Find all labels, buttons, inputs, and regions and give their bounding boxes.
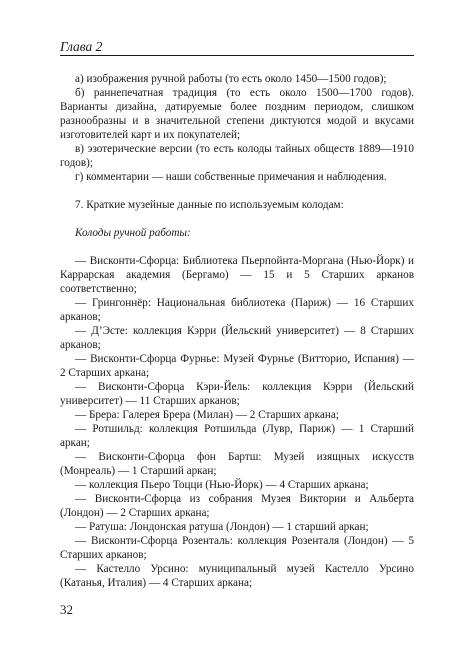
list-item: — Висконти-Сфорца из собрания Музея Виктории и Альберта (Лондон) — 2 Старших аркана; (60, 493, 414, 519)
header-rule (60, 55, 414, 56)
subheading-handmade-decks: Колоды ручной работы: (75, 227, 191, 239)
paragraph-b: б) раннепечатная традиция (то есть около 1500—1700 годов). Варианты дизайна, датируемые более поздним периодом, слишком разнообразны и в значительной степени диктуются модой и вкусами изготовителей карт и их покупателей; (60, 87, 414, 141)
list-item: — Висконти-Сфорца Кэри-Йель: коллекция Кэрри (Йельский университет) — 11 Старших арканов; (60, 381, 414, 407)
section-7-heading: 7. Краткие музейные данные по используемым колодам: (75, 199, 344, 211)
paragraph-a: а) изображения ручной работы (то есть около 1450—1500 годов); (75, 73, 387, 85)
deck-list (60, 254, 414, 590)
list-item: — Кастелло Урсино: муниципальный музей Кастелло Урсино (Катанья, Италия) — 4 Старших аркана; (60, 563, 414, 589)
list-item: — Висконти-Сфорца Розенталь: коллекция Розенталя (Лондон) — 5 Старших арканов; (60, 535, 414, 561)
list-item: — Ротшильд: коллекция Ротшильда (Лувр, Париж) — 1 Старший аркан; (60, 423, 414, 449)
paragraph-v: в) эзотерические версии (то есть колоды тайных обществ 1889—1910 годов); (60, 143, 414, 169)
list-item: — Ратуша: Лондонская ратуша (Лондон) — 1 старший аркан; (75, 521, 369, 533)
running-header (60, 38, 414, 56)
list-item: — Брера: Галерея Брера (Милан) — 2 Старших аркана; (75, 409, 339, 421)
list-item: — Висконти-Сфорца фон Бартш: Музей изящных искусств (Монреаль) — 1 Старший аркан; (60, 451, 414, 477)
list-item: — коллекция Пьеро Тоцци (Нью-Йорк) — 4 Старших аркана; (75, 479, 369, 491)
list-item: — Д’Эсте: коллекция Кэрри (Йельский университет) — 8 Старших арканов; (60, 325, 414, 351)
chapter-title: Глава 2 (60, 39, 103, 54)
page-number: 32 (60, 602, 73, 617)
list-item: — Висконти-Сфорца Фурнье: Музей Фурнье (Витторио, Испания) — 2 Старших аркана; (60, 353, 414, 379)
list-item: — Грингоннёр: Национальная библиотека (Париж) — 16 Старших арканов; (60, 297, 414, 323)
list-item: — Висконти-Сфорца: Библиотека Пьерпойнта-Моргана (Нью-Йорк) и Каррарская академия (Бергамо) — 15 и 5 Старших арканов соответственно; (60, 255, 414, 295)
paragraph-g: г) комментарии — наши собственные примечания и наблюдения. (75, 171, 387, 183)
page-body (60, 72, 414, 590)
